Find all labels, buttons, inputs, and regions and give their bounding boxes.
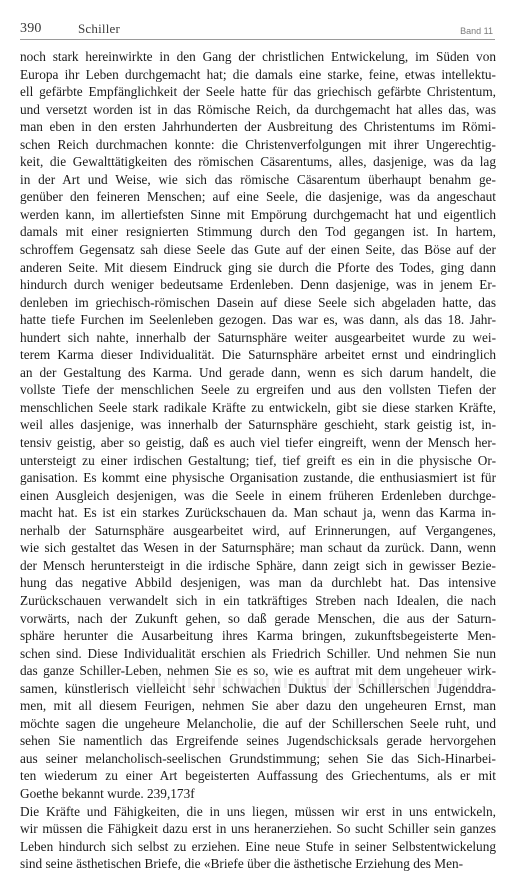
text-line: damals mit einer resignierten Stimmung durch den Tod gegangen ist. In hartem,	[20, 224, 496, 240]
text-line: hundert sich nahte, innerhalb der Saturnsphäre weiter ausgearbeitet wurde zu wei-	[20, 329, 496, 345]
text-line: samen, künstlerisch vielleicht sehr schwachen Duktus der Schillerschen Jugenddra-	[20, 680, 496, 696]
text-line: anderen Seite. Mit diesem Eindruck ging sie durch die Pforte des Todes, ging dann	[20, 259, 496, 275]
text-line: das ganze Schiller-Leben, nehmen Sie es so, wie es auftrat mit dem ungeheuer wirk-	[20, 663, 496, 679]
text-line: wir müssen die Fähigkeit dazu erst in uns heranerziehen. So sucht Schiller sein ganzes	[20, 821, 496, 837]
text-line: einen Ausgleich desjenigen, was die Seele in einem früheren Erdenleben durchge-	[20, 487, 496, 503]
text-line: an der Gestaltung des Karma. Und gerade dann, wenn es sich darum handelt, die	[20, 364, 496, 380]
text-line: in der Art und Weise, wie sich das römische Cäsarentum überhaupt benahm ge-	[20, 171, 496, 187]
text-line: vollste Tiefe der menschlichen Seele zu ergreifen und aus den vollsten Tiefen der	[20, 382, 496, 398]
text-line: macht hat. Es ist ein starkes Zurückschauen da. Man schaut ja, wenn das Karma in-	[20, 505, 496, 521]
text-line: werden kann, im allertiefsten Sinne mit Empörung durchgemacht hat und eigentlich	[20, 206, 496, 222]
body-text	[20, 48, 496, 873]
text-line: Goethe bekannt wurde. 239,173f	[20, 785, 195, 801]
text-line: untersteigt zu einer irdischen Gestaltung; tief, tief greift es ein in die physische Or-	[20, 452, 496, 468]
text-line: menschlichen Seele stark radikale Kräfte zu entwickeln, gibt sie diese starken Kräfte,	[20, 399, 496, 415]
text-line: nerhalb der Saturnsphäre ausgearbeitet wird, auf Erinnerungen, auf Vergangenes,	[20, 522, 496, 538]
text-line: der Mensch heruntersteigt in die irdische Sphäre, dann zeigt sich in gewisser Bezie-	[20, 557, 496, 573]
text-line: ten wiederum zu einer Art begeisterten Auffassung des Griechentums, als er mit	[20, 768, 496, 784]
page-number: 390	[20, 21, 42, 36]
text-line: und versetzt worden ist in das Römische Reich, da durchgemacht hat alles das, was	[20, 101, 496, 117]
text-line: tensiv geistig, aber so geistig, daß es auch viel tiefer eingreift, wenn der Mensch her-	[20, 435, 496, 451]
text-line: schroffem Gegensatz sah diese Seele das Gute auf der einen Seite, das Böse auf der	[20, 242, 496, 258]
text-line: weil alles dasjenige, was innerhalb der Saturnsphäre geschieht, stark geistig ist, in-	[20, 417, 496, 433]
text-line: ganisation. Es kommt eine physische Organisation zustande, die enthusiasmiert ist für	[20, 470, 496, 486]
text-line: noch stark hereinwirkte in den Gang der christlichen Entwickelung, im Süden von	[20, 49, 496, 64]
text-line: Europa ihr Leben durchgemacht hat; die damals eine starke, feine, etwas intellektu-	[20, 66, 496, 82]
show-through-mark	[140, 678, 470, 688]
text-line: vorwärts, nach der Zukunft gehen, so daß gerade Menschen, die aus der Saturn-	[20, 610, 496, 626]
text-line: sind seine ästhetischen Briefe, die «Briefe über die ästhetische Erziehung des Men-	[20, 856, 464, 872]
text-line: aus seiner melancholisch-seelischen Grundstimmung; sehen Sie das Sich-Hinarbei-	[20, 750, 496, 766]
running-head: Schiller	[78, 21, 121, 36]
text-line: ell gefärbte Empfänglichkeit der Seele hatte für das griechisch gefärbte Christentum,	[20, 84, 496, 100]
text-line: men, mit all diesem Feurigen, nehmen Sie aber dazu den ungeheuren Ernst, man	[20, 698, 496, 714]
text-line: hindurch durch weniger bedeutsame Erdenleben. Denn dasjenige, was in jenem Er-	[20, 277, 496, 293]
text-line: sphäre herunter die Ausarbeitung ihres Karma bringen, zukunftsbegeisterte Men-	[20, 628, 496, 644]
text-line: schen sind. Diese Individualität erschien als Friedrich Schiller. Und nehmen Sie nun	[20, 645, 496, 661]
text-line: Zurückschauen verwandelt sich in ein tatkräftiges Streben nach Idealen, die nach	[20, 592, 496, 608]
text-line: wie sich gestaltet das Wesen in der Saturnsphäre; man schaut da zurück. Dann, wenn	[20, 540, 496, 556]
header-rule	[20, 39, 495, 40]
text-line: Die Kräfte und Fähigkeiten, die in uns liegen, müssen wir erst in uns entwickeln,	[20, 803, 496, 819]
text-line: möchte sagen die ungeheure Melancholie, die auf der Schillerschen Seele ruht, und	[20, 715, 496, 731]
text-line: Leben hindurch sich selbst zu erziehen. Eine neue Stufe in seiner Selbstentwickelung	[20, 838, 496, 854]
text-line: sehen Sie namentlich das Ergreifende seines Jugendschicksals gerade hervorgehen	[20, 733, 496, 749]
text-line: keit, die Gewalttätigkeiten des römischen Cäsarentums, alles, dasjenige, was da lag	[20, 154, 496, 170]
text-line: hung das negative Abbild desjenigen, was man da durchlebt hat. Das intensive	[20, 575, 496, 591]
text-line: genüber den feineren Menschen; auf eine Seele, die dasjenige, was da angeschaut	[20, 189, 496, 205]
volume-label: Band 11	[460, 26, 493, 36]
text-line: man eben in den ersten Jahrhunderten der Ausbreitung des Christentums im Römi-	[20, 119, 496, 135]
text-line: schen Reich durchmachen konnte: die Christenverfolgungen mit ihrer Ungerechtig-	[20, 136, 496, 152]
text-line: denleben im griechisch-römischen Dasein auf diese Seele sich abgeladen hatte, das	[20, 294, 496, 310]
text-line: terem Karma dieser Individualität. Die Saturnsphäre arbeitet ernst und eindringlich	[20, 347, 496, 363]
text-line: hatte tiefe Furchen im Seelenleben gezogen. Das war es, was dann, als das 18. Jahr-	[20, 312, 496, 328]
